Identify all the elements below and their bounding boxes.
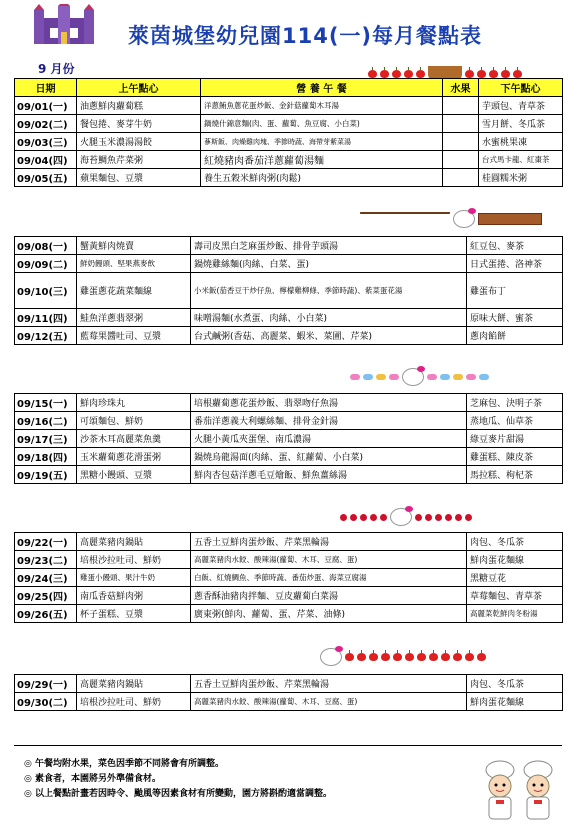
table-row [15, 675, 563, 693]
note-item: ◎ 以上餐點計畫若因時令、颱風等因素食材有所變動，園方將斟酌適當調整。 [24, 789, 332, 799]
table-row [15, 133, 563, 151]
lunch-cell: 鍋燒烏龍湯面(肉絲、蛋、紅蘿蔔、小白菜) [191, 448, 467, 466]
lunch-cell: 五香土豆鮮肉蛋炒飯、芹菜黑輪湯 [191, 533, 467, 551]
lunch-cell: 味噌湯麵(水煮蛋、肉絲、小白菜) [191, 309, 467, 327]
morning-snack-cell: 藍莓果醬吐司、豆漿 [77, 327, 191, 345]
kitty-icon [402, 368, 424, 386]
morning-snack-cell: 培根沙拉吐司、鮮奶 [77, 551, 191, 569]
lunch-cell: 廣東粥(鮮肉、蘿蔔、蛋、芹菜、油條) [191, 605, 467, 623]
date-cell: 09/10(三) [15, 273, 77, 309]
table-row [15, 448, 563, 466]
date-cell: 09/12(五) [15, 327, 77, 345]
morning-snack-cell: 油蔥鮮肉蘿蔔糕 [77, 97, 201, 115]
morning-snack-cell: 雞蛋蔥花蔬菜麵線 [77, 273, 191, 309]
morning-snack-cell: 高麗菜豬肉鍋貼 [77, 675, 191, 693]
notes [24, 757, 332, 802]
page-title: 萊茵城堡幼兒園114(一)每月餐點表 [128, 24, 483, 48]
date-cell: 09/01(一) [15, 97, 77, 115]
afternoon-snack-cell: 肉包、冬瓜茶 [467, 533, 563, 551]
morning-snack-cell: 蘋果麵包、豆漿 [77, 169, 201, 187]
afternoon-snack-cell: 原味大餅、蜜茶 [467, 309, 563, 327]
morning-snack-cell: 南瓜香菇鮮肉粥 [77, 587, 191, 605]
afternoon-snack-cell: 肉包、冬瓜茶 [467, 675, 563, 693]
month-label: 9 月份 [38, 62, 75, 76]
menu-table-week-4 [14, 532, 563, 623]
lunch-cell: 養生五穀米鮮肉粥(肉鬆) [201, 169, 443, 187]
table-row [15, 605, 563, 623]
fruit-cell [443, 151, 479, 169]
table-row [15, 693, 563, 711]
table-row [15, 551, 563, 569]
morning-snack-cell: 鮮奶饅頭、堅果燕麥飲 [77, 255, 191, 273]
lunch-cell: 高麗菜豬肉水餃、酸辣湯(蘿蔔、木耳、豆腐、蛋) [191, 693, 467, 711]
afternoon-snack-cell: 日式蛋捲、洛神茶 [467, 255, 563, 273]
chef-kids-illustration [476, 760, 562, 822]
afternoon-snack-cell: 水蜜桃果凍 [479, 133, 563, 151]
lunch-cell: 鍋燒雞絲麵(肉絲、白菜、蛋) [191, 255, 467, 273]
morning-snack-cell: 黑糖小饅頭、豆漿 [77, 466, 191, 484]
column-header-afternoon: 下午點心 [479, 79, 563, 97]
apple-decoration [320, 648, 486, 666]
garland-decoration [360, 210, 542, 228]
column-header-lunch: 營 養 午 餐 [201, 79, 443, 97]
lunch-cell: 紅燒豬肉番茄洋蔥蘿蔔湯麵 [201, 151, 443, 169]
lunch-cell: 台式鹹粥(香菇、高麗菜、蝦米、菜圃、芹菜) [191, 327, 467, 345]
morning-snack-cell: 火腿玉米濃湯湯餃 [77, 133, 201, 151]
table-row [15, 169, 563, 187]
afternoon-snack-cell: 雪月餅、冬瓜茶 [479, 115, 563, 133]
date-cell: 09/23(二) [15, 551, 77, 569]
date-cell: 09/25(四) [15, 587, 77, 605]
afternoon-snack-cell: 黑糖豆花 [467, 569, 563, 587]
morning-snack-cell: 沙茶木耳高麗菜魚羹 [77, 430, 191, 448]
table-row [15, 569, 563, 587]
afternoon-snack-cell: 蔥肉餡餅 [467, 327, 563, 345]
lunch-cell: 鮮肉杏包菇洋蔥毛豆燴飯、鮮魚薑絲湯 [191, 466, 467, 484]
table-row [15, 97, 563, 115]
afternoon-snack-cell: 雞蛋糕、陳皮茶 [467, 448, 563, 466]
morning-snack-cell: 餐包捲、麥芽牛奶 [77, 115, 201, 133]
date-cell: 09/26(五) [15, 605, 77, 623]
fruit-cell [443, 169, 479, 187]
kitty-icon [453, 210, 475, 228]
afternoon-snack-cell: 鮮肉蛋花麵線 [467, 693, 563, 711]
morning-snack-cell: 鮮肉珍珠丸 [77, 394, 191, 412]
table-row [15, 587, 563, 605]
afternoon-snack-cell: 草莓麵包、青草茶 [467, 587, 563, 605]
morning-snack-cell: 杯子蛋糕、豆漿 [77, 605, 191, 623]
morning-snack-cell: 培根沙拉吐司、鮮奶 [77, 693, 191, 711]
table-row [15, 115, 563, 133]
table-row [15, 430, 563, 448]
afternoon-snack-cell: 蒸地瓜、仙草茶 [467, 412, 563, 430]
table-row [15, 533, 563, 551]
date-cell: 09/08(一) [15, 237, 77, 255]
fruit-cell [443, 115, 479, 133]
date-cell: 09/17(三) [15, 430, 77, 448]
lunch-cell: 小米飯(茄香豆干炒仔魚、檸檬雞柳條、季節時蔬)、紫菜蛋花湯 [191, 273, 467, 309]
date-cell: 09/24(三) [15, 569, 77, 587]
table-row [15, 412, 563, 430]
afternoon-snack-cell: 台式馬卡龍、紅棗茶 [479, 151, 563, 169]
lunch-cell: 五香土豆鮮肉蛋炒飯、芹菜黑輪湯 [191, 675, 467, 693]
table-row [15, 237, 563, 255]
table-row [15, 466, 563, 484]
kitty-icon [320, 648, 342, 666]
date-cell: 09/29(一) [15, 675, 77, 693]
menu-table-week-3 [14, 393, 563, 484]
lunch-cell: 鍋燒什錦意麵(肉、蛋、蘿蔔、魚豆腐、小白菜) [201, 115, 443, 133]
morning-snack-cell: 海苔鯛魚芹菜粥 [77, 151, 201, 169]
morning-snack-cell: 雞蛋小饅頭、果汁牛奶 [77, 569, 191, 587]
fruit-cell [443, 97, 479, 115]
morning-snack-cell: 鮭魚洋蔥翡翠粥 [77, 309, 191, 327]
kitty-icon [390, 508, 412, 526]
date-cell: 09/16(二) [15, 412, 77, 430]
date-cell: 09/11(四) [15, 309, 77, 327]
lunch-cell: 蔘斯飯、肉燥雞肉塊、季節時蔬、海帶芽紫菜湯 [201, 133, 443, 151]
lunch-cell: 培根蘿蔔蔥花蛋炒飯、翡翠吻仔魚湯 [191, 394, 467, 412]
column-header-fruit: 水果 [443, 79, 479, 97]
lunch-cell: 番茄洋蔥義大利螺絲麵、排骨金針湯 [191, 412, 467, 430]
afternoon-snack-cell: 雞蛋布丁 [467, 273, 563, 309]
lunch-cell: 高麗菜豬肉水餃、酸辣湯(蘿蔔、木耳、豆腐、蛋) [191, 551, 467, 569]
date-cell: 09/18(四) [15, 448, 77, 466]
date-cell: 09/15(一) [15, 394, 77, 412]
morning-snack-cell: 高麗菜豬肉鍋貼 [77, 533, 191, 551]
date-cell: 09/19(五) [15, 466, 77, 484]
lunch-cell: 白飯、紅燒鯛魚、季節時蔬、番茄炒蛋、海菜豆腐湯 [191, 569, 467, 587]
table-row [15, 273, 563, 309]
divider [14, 745, 562, 746]
candy-decoration [350, 368, 489, 386]
table-row [15, 309, 563, 327]
date-cell: 09/22(一) [15, 533, 77, 551]
cherry-decoration [340, 508, 472, 526]
table-row [15, 255, 563, 273]
afternoon-snack-cell: 綠豆麥片甜湯 [467, 430, 563, 448]
date-cell: 09/05(五) [15, 169, 77, 187]
menu-table-week-2 [14, 236, 563, 345]
lunch-cell: 蔥香酥油豬肉拌麵、豆皮蘿蔔白菜湯 [191, 587, 467, 605]
date-cell: 09/04(四) [15, 151, 77, 169]
afternoon-snack-cell: 芋頭包、青草茶 [479, 97, 563, 115]
lunch-cell: 洋蔥鮪魚蔥花蛋炒飯、金針菇蘿蔔木耳湯 [201, 97, 443, 115]
table-row [15, 151, 563, 169]
date-cell: 09/30(二) [15, 693, 77, 711]
date-cell: 09/02(二) [15, 115, 77, 133]
afternoon-snack-cell: 桂圓糯米粥 [479, 169, 563, 187]
date-cell: 09/09(二) [15, 255, 77, 273]
morning-snack-cell: 蟹黃鮮肉燒賣 [77, 237, 191, 255]
morning-snack-cell: 玉米蘿蔔蔥花滑蛋粥 [77, 448, 191, 466]
afternoon-snack-cell: 芝麻包、決明子茶 [467, 394, 563, 412]
afternoon-snack-cell: 鮮肉蛋花麵線 [467, 551, 563, 569]
fruit-cell [443, 133, 479, 151]
note-item: ◎ 午餐均附水果，菜色因季節不同將會有所調整。 [24, 759, 224, 769]
table-row [15, 394, 563, 412]
kindergarten-logo [28, 4, 100, 52]
morning-snack-cell: 可頌麵包、鮮奶 [77, 412, 191, 430]
afternoon-snack-cell: 馬拉糕、枸杞茶 [467, 466, 563, 484]
table-row [15, 327, 563, 345]
lunch-cell: 火腿小黃瓜夾蛋堡、南瓜濃湯 [191, 430, 467, 448]
column-header-date: 日期 [15, 79, 77, 97]
afternoon-snack-cell: 紅豆包、麥茶 [467, 237, 563, 255]
date-cell: 09/03(三) [15, 133, 77, 151]
afternoon-snack-cell: 高麗菜乾鮮肉冬粉湯 [467, 605, 563, 623]
menu-table-week-1 [14, 78, 563, 187]
lunch-cell: 壽司皮黑白芝麻蛋炒飯、排骨芋頭湯 [191, 237, 467, 255]
menu-table-week-5 [14, 674, 563, 711]
note-item: ◎ 素食者，本園將另外準備食材。 [24, 774, 161, 784]
column-header-morning: 上午點心 [77, 79, 201, 97]
